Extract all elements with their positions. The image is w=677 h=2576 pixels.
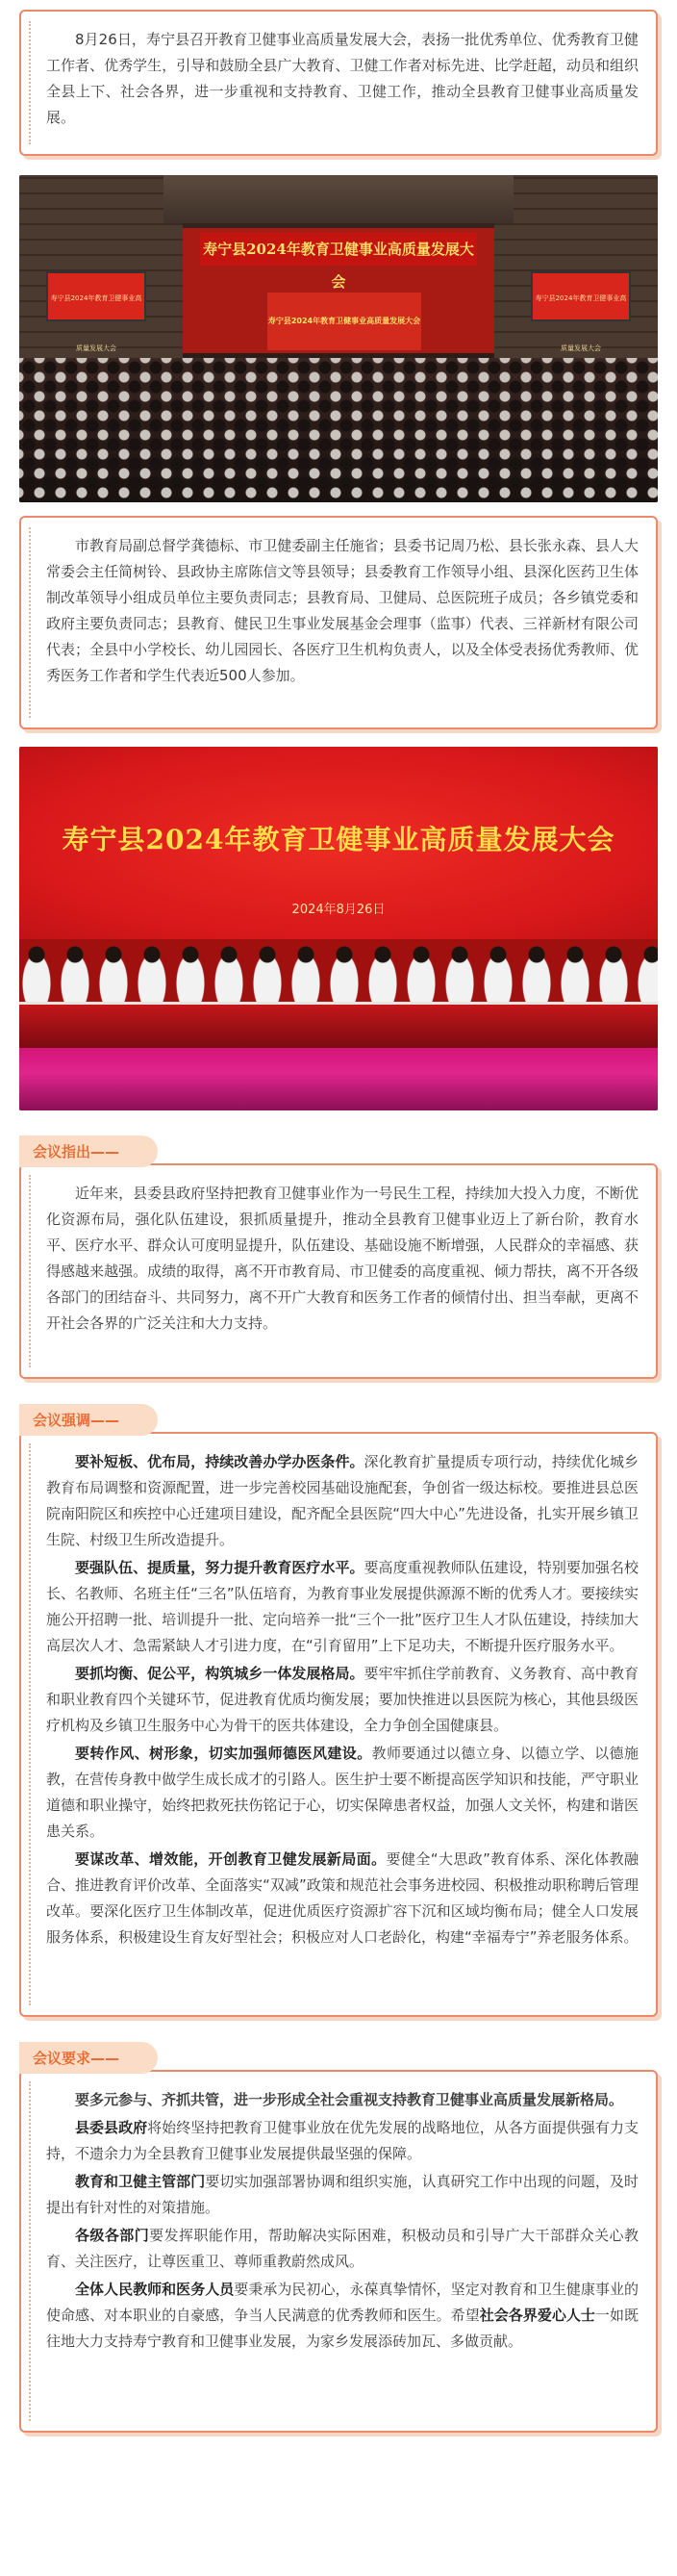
- require-item: 各级各部门要发挥职能作用，帮助解决实际困难，积极动员和引导广大干部群众关心教育、关注医疗，让尊医重卫、尊师重教蔚然成风。: [46, 2227, 639, 2270]
- stress-item: 要抓均衡、促公平，构筑城乡一体发展格局。要牢牢抓住学前教育、义务教育、高中教育和职业教育四个关键环节，促进教育优质均衡发展；要加快推进以县医院为核心，其他县级医疗机构及乡镇卫生服务中心为骨干的医共体建设，全力争创全国健康县。: [46, 1665, 639, 1734]
- article-page: [0, 10, 677, 2452]
- stage-photo: [19, 747, 658, 1110]
- stage-date: 2024年8月26日: [291, 903, 386, 917]
- section-point-label: 会议指出——: [19, 1135, 158, 1167]
- section-require-label: 会议要求——: [19, 2042, 158, 2074]
- require-item: 县委县政府将始终坚持把教育卫健事业放在优先发展的战略地位，从各方面提供强有力支持，不遗余力为全县教育卫健事业发展提供最坚强的保障。: [46, 2119, 639, 2162]
- require-lead: 要多元参与、齐抓共管，进一步形成全社会重视支持教育卫健事业高质量发展新格局。: [75, 2091, 624, 2108]
- stress-item: 要强队伍、提质量，努力提升教育医疗水平。要高度重视教师队伍建设，特别要加强名校长、名教师、名班主任“三名”队伍培育，为教育事业发展提供源源不断的优秀人才。要接续实施公开招聘一批、培训提升一批、定向培养一批“三个一批”医疗卫生人才队伍建设，持续加大高层次人才、急需紧缺人才引进力度，在“引育留用”上下足功夫，不断提升医疗服务水平。: [46, 1559, 639, 1654]
- intro-paragraph: 8月26日，寿宁县召开教育卫健事业高质量发展大会，表扬一批优秀单位、优秀教育卫健工作者、优秀学生，引导和鼓励全县广大教育、卫健工作者对标先进、比学赶超，动员和组织全县上下、社会各界，进一步重视和支持教育、卫健工作，推动全县教育卫健事业高质量发展。: [46, 31, 639, 126]
- intro-box: [19, 10, 658, 156]
- section-stress-label: 会议强调——: [19, 1404, 158, 1436]
- section-require-box: [19, 2070, 658, 2433]
- stress-item: 要谋改革、增效能，开创教育卫健发展新局面。要健全“大思政”教育体系、深化体教融合、推进教育评价改革、全面落实“双减”政策和规范社会事务进校园、积极推动职称聘后管理改革。要深化医疗卫生体制改革，促进优质医疗资源扩容下沉和区域均衡布局；健全人口发展服务体系，积极建设生育友好型社会；积极应对人口老龄化，构建“幸福寿宁”养老服务体系。: [46, 1850, 639, 1946]
- conference-hall-photo: [19, 175, 658, 502]
- stress-item: 要转作风、树形象，切实加强师德医风建设。教师要通过以德立身、以德立学、以德施教，在营传身教中做学生成长成才的引路人。医生护士要不断提高医学知识和技能，严守职业道德和职业操守，始终把救死扶伤铭记于心，切实保障患者权益，加强人文关怀，构建和谐医患关系。: [46, 1745, 639, 1840]
- stage-title: 寿宁县2024年教育卫健事业高质量发展大会: [62, 824, 615, 855]
- require-item: 教育和卫健主管部门要切实加强部署协调和组织实施，认真研究工作中出现的问题，及时提出有针对性的对策措施。: [46, 2173, 639, 2216]
- hall-screen-right: 寿宁县2024年教育卫健事业高质量发展大会: [531, 271, 631, 321]
- section-point-paragraph: 近年来，县委县政府坚持把教育卫健事业作为一号民生工程，持续加大投入力度，不断优化资源布局，强化队伍建设，狠抓质量提升，推动全县教育卫健事业迈上了新台阶，教育水平、医疗水平、群众认可度明显提升，队伍建设、基础设施不断增强，人民群众的幸福感、获得感越来越强。成绩的取得，离不开市教育局、市卫健委的高度重视、倾力帮扶，离不开各级各部门的团结奋斗、共同努力，离不开广大教育和医务工作者的倾情付出、担当奉献，更离不开社会各界的广泛关注和大力支持。: [46, 1185, 639, 1332]
- section-require: [15, 2042, 662, 2433]
- hall-screen-center: 寿宁县2024年教育卫健事业高质量发展大会: [267, 293, 421, 350]
- hall-screen-left: 寿宁县2024年教育卫健事业高质量发展大会: [46, 271, 146, 321]
- section-stress: [15, 1404, 662, 2017]
- attendance-box: [19, 516, 658, 729]
- require-item: 全体人民教师和医务人员要秉承为民初心，永葆真挚情怀，坚定对教育和卫生健康事业的使命感、对本职业的自豪感，争当人民满意的优秀教师和医生。希望社会各界爱心人士一如既往地大力支持寿宁教育和卫健事业发展，为家乡发展添砖加瓦、多做贡献。: [46, 2281, 639, 2350]
- stress-item: 要补短板、优布局，持续改善办学办医条件。深化教育扩量提质专项行动，持续优化城乡教育布局调整和资源配置，进一步完善校园基础设施配套，争创省一级达标校。要推进县总医院南阳院区和疾控中心迁建项目建设，配齐配全县医院“四大中心”先进设备，扎实开展乡镇卫生院、村级卫生所改造提升。: [46, 1453, 639, 1548]
- section-stress-box: [19, 1432, 658, 2017]
- hall-banner: 寿宁县2024年教育卫健事业高质量发展大会: [200, 233, 477, 266]
- section-point-box: [19, 1163, 658, 1379]
- attendance-paragraph: 市教育局副总督学龚德标、市卫健委副主任施省；县委书记周乃松、县长张永森、县人大常委会主任简树铃、县政协主席陈信文等县领导；县委教育工作领导小组、县深化医药卫生体制改革领导小组成员单位主要负责同志；县教育局、卫健局、总医院班子成员；各乡镇党委和政府主要负责同志；县教育、健民卫生事业发展基金会理事（监事）代表、三祥新材有限公司代表；全县中小学校长、幼儿园园长、各医疗卫生机构负责人，以及全体受表扬优秀教师、优秀医务工作者和学生代表近500人参加。: [46, 537, 639, 684]
- section-point: [15, 1135, 662, 1379]
